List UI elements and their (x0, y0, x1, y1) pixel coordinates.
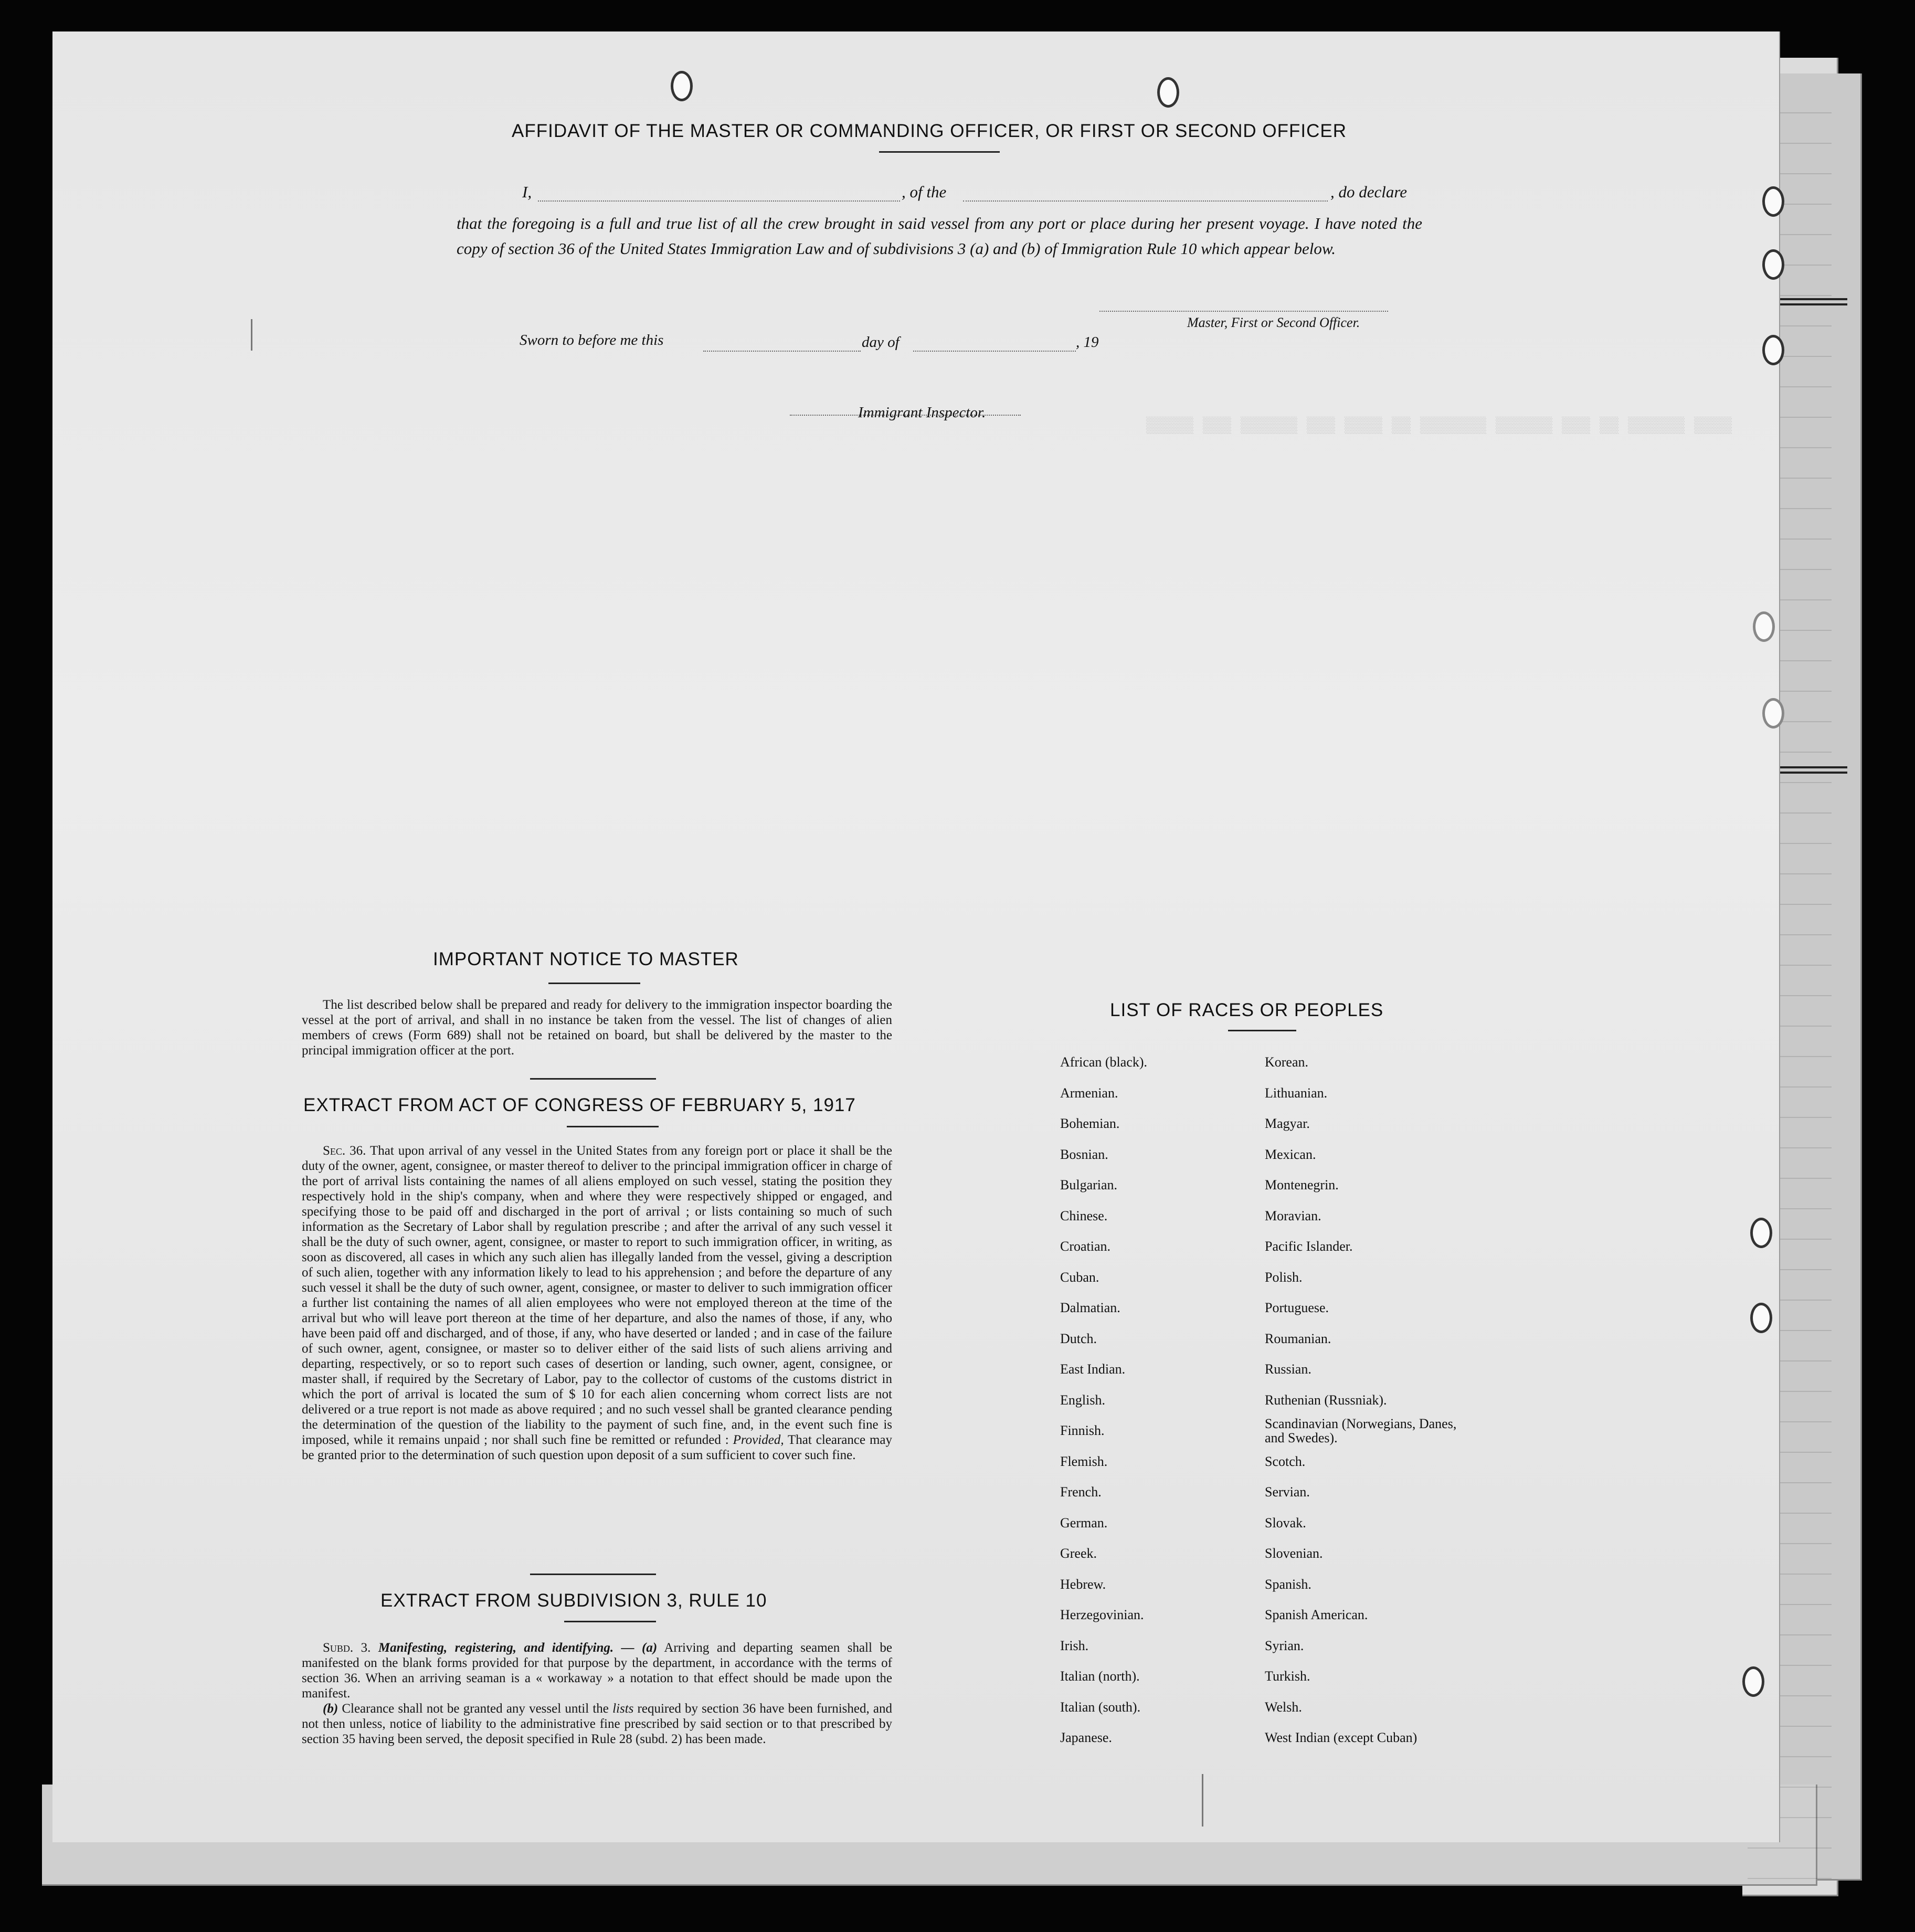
race-item: French. (1060, 1484, 1102, 1500)
races-left-column (1060, 1047, 1265, 1754)
heading-underline (564, 1621, 656, 1622)
race-item: Hebrew. (1060, 1576, 1106, 1592)
race-item: Russian. (1265, 1361, 1311, 1377)
pencil-mark (1202, 1774, 1203, 1827)
race-item: Italian (north). (1060, 1669, 1140, 1684)
affidavit-of-the: , of the (902, 183, 947, 201)
affidavit-declare: , do declare (1330, 183, 1408, 201)
divider (1769, 303, 1847, 305)
b-label: (b) (323, 1702, 338, 1716)
pencil-mark (251, 319, 252, 351)
vessel-fill-line (963, 200, 1328, 202)
subd-title: Manifesting, registering, and identifying. — (a) (378, 1641, 658, 1655)
race-item: Bohemian. (1060, 1116, 1120, 1131)
race-item: Italian (south). (1060, 1699, 1141, 1715)
notice-paragraph: The list described below shall be prepared and ready for delivery to the immigration inspector boarding the vessel at the port of arrival, and shall in no instance be taken from the vessel. The list of changes of alien members of crews (Form 689) shall not be retained on board, but shall be delivered by the master to the principal immigration officer at the port. (302, 998, 892, 1058)
divider (1769, 766, 1847, 768)
race-item: Chinese. (1060, 1208, 1108, 1223)
act-paragraph: That upon arrival of any vessel in the United States from any foreign port or place it shall be the duty of the owner, agent, consignee, or master thereof to deliver to the principal immigration officer in charge of the port of arrival lists containing the names of all aliens employed on such vessel, stating the position they respectively hold in the ship's company, when and where they were respectively shipped or engaged, and specifying those to be paid off and discharged in the port of arrival ; or lists containing so much of such information as the Secretary of Labor shall by regulation prescribe ; and after the arrival of any such vessel it shall be the duty of such owner, agent, consignee, or master to report to such immigration officer, in writing, as soon as discovered, all cases in which any such alien has illegally landed from the vessel, giving a description of such alien, together with any information likely to lead to his apprehension ; and before the departure of any such vessel it shall be the duty of such owner, agent, consignee, or master to deliver to such immigration officer a further list containing the names of all alien employees who were not employed thereon at the time of the arrival but who will leave port thereon at the time of her departure, and also the names of those, if any, who have been paid off and discharged, and of those, if any, who have deserted or landed ; and in case of the failure of such owner, agent, consignee, or master so to deliver either of the said lists of such aliens arriving and departing, respectively, or so to report such cases of desertion or landing, such owner, agent, consignee, or master shall, if required by the Secretary of Labor, pay to the collector of customs of the customs district in which the port of arrival is located the sum of $ 10 for each alien concerning whom correct lists are not delivered or a true report is not made as above required ; and no such vessel shall be granted clearance pending the determination of the question of the liability to the payment of such fine, and, in the event such fine is imposed, while it remains unpaid ; nor shall such fine be remitted or refunded : (302, 1144, 892, 1447)
race-item: Pacific Islander. (1265, 1239, 1353, 1254)
notice-heading: IMPORTANT NOTICE TO MASTER (433, 949, 739, 969)
binder-hole (1762, 249, 1784, 280)
binder-hole (1753, 611, 1775, 642)
name-fill-line (538, 200, 900, 202)
race-item: Magyar. (1265, 1116, 1310, 1131)
inspector-label: Immigrant Inspector. (858, 404, 986, 421)
signature-label: Master, First or Second Officer. (1187, 315, 1360, 330)
affidavit-heading: AFFIDAVIT OF THE MASTER OR COMMANDING OFFICER, OR FIRST OR SECOND OFFICER (512, 121, 1347, 141)
divider (1769, 772, 1847, 774)
race-item: Scotch. (1265, 1453, 1306, 1469)
binder-hole (1762, 186, 1784, 217)
race-item: East Indian. (1060, 1361, 1126, 1377)
race-item: Flemish. (1060, 1453, 1108, 1469)
heading-underline (1228, 1030, 1296, 1031)
subd-label: Subd. 3. (323, 1641, 371, 1655)
provided-label: Provided, (733, 1433, 784, 1447)
section-rule (530, 1574, 656, 1575)
race-item: Slovak. (1265, 1515, 1306, 1530)
race-item: African (black). (1060, 1054, 1148, 1070)
binder-hole (1750, 1303, 1772, 1333)
bleed-through: ▒▒▒▒ ▒▒▒▒▒▒ ▒▒ ▒▒▒ ▒▒▒▒▒▒ ▒▒▒▒▒▒▒ ▒▒ ▒▒▒▒ ▒▒▒ ▒▒▒▒▒▒ ▒▒▒ ▒▒▒▒▒ (1146, 417, 1732, 435)
rule-paragraph-a: Arriving and departing seamen shall be manifested on the blank forms provided for that purpose by the department, in accordance with the terms of section 36. When an arriving seaman is a « workaway » a notation to that effect should be made upon the manifest. (302, 1641, 892, 1701)
race-item: Cuban. (1060, 1269, 1099, 1285)
race-item: Mexican. (1265, 1146, 1316, 1162)
race-item: Polish. (1265, 1269, 1303, 1285)
race-item: Japanese. (1060, 1730, 1112, 1745)
rule-text (302, 1640, 892, 1747)
binder-hole (1750, 1218, 1772, 1248)
races-list (1060, 1047, 1459, 1754)
race-item: Welsh. (1265, 1699, 1302, 1715)
notice-text (302, 997, 892, 1058)
races-heading: LIST OF RACES OR PEOPLES (1110, 1000, 1384, 1020)
race-item: Dutch. (1060, 1331, 1097, 1346)
binder-hole (1742, 1666, 1764, 1697)
heading-underline (567, 1126, 659, 1127)
affidavit-body: that the foregoing is a full and true list of all the crew brought in said vessel from any port or place during her present voyage. I have noted the copy of section 36 of the United States Immigration Law and of subdivisions 3 (a) and (b) of Immigration Rule 10 which appear below. (457, 214, 1422, 258)
rule-paragraph-b2: required by section 36 have been furnished, and not then unless, notice of liability to the administrative fine prescribed by said section or to that prescribed by section 35 having been served, the deposit specified in Rule 28 (subd. 2) has been made. (302, 1702, 892, 1746)
heading-underline (548, 983, 640, 984)
race-item: Croatian. (1060, 1239, 1111, 1254)
race-item: Syrian. (1265, 1638, 1304, 1653)
race-item: Bulgarian. (1060, 1177, 1118, 1192)
lists-word: lists (612, 1702, 634, 1716)
race-item: English. (1060, 1392, 1105, 1408)
race-item: Slovenian. (1265, 1546, 1323, 1561)
binder-hole (1762, 698, 1784, 729)
binder-hole (671, 71, 693, 101)
race-item: German. (1060, 1515, 1108, 1530)
signature-line (1099, 311, 1388, 312)
race-item: Moravian. (1265, 1208, 1321, 1223)
heading-underline (879, 151, 1000, 153)
race-item: Spanish. (1265, 1576, 1311, 1592)
race-item: Irish. (1060, 1638, 1089, 1653)
race-item: Greek. (1060, 1546, 1097, 1561)
month-fill-line (913, 351, 1076, 352)
race-item: Portuguese. (1265, 1300, 1329, 1315)
day-fill-line (703, 351, 861, 352)
divider (1769, 298, 1847, 300)
race-item: Korean. (1265, 1054, 1309, 1070)
race-item: Spanish American. (1265, 1607, 1368, 1622)
race-item: Turkish. (1265, 1669, 1310, 1684)
race-item: Finnish. (1060, 1423, 1105, 1438)
races-right-column (1265, 1047, 1459, 1754)
sworn-text: Sworn to before me this (520, 332, 664, 349)
race-item: Lithuanian. (1265, 1085, 1328, 1101)
act-text (302, 1143, 892, 1463)
sec-label: Sec. 36. (323, 1144, 366, 1158)
race-item: Servian. (1265, 1484, 1310, 1500)
provided-text: That clearance may be granted prior to the determination of such question upon deposit of a sum sufficient to cover such fine. (302, 1433, 892, 1462)
race-item: West Indian (except Cuban) (1265, 1730, 1417, 1745)
race-item: Roumanian. (1265, 1331, 1331, 1346)
document-sheet (52, 31, 1780, 1842)
race-item: Armenian. (1060, 1085, 1118, 1101)
act-heading: EXTRACT FROM ACT OF CONGRESS OF FEBRUARY 5, 1917 (303, 1095, 856, 1115)
race-item: Montenegrin. (1265, 1177, 1339, 1192)
race-item: Bosnian. (1060, 1146, 1108, 1162)
race-item: Dalmatian. (1060, 1300, 1120, 1315)
binder-hole (1762, 335, 1784, 365)
rule-paragraph-b1: Clearance shall not be granted any vessel until the (342, 1702, 609, 1716)
year-text: , 19 (1076, 334, 1099, 351)
race-item: Ruthenian (Russniak). (1265, 1392, 1387, 1408)
race-item: Herzegovinian. (1060, 1607, 1144, 1622)
day-of-text: day of (862, 334, 900, 351)
affidavit-i: I, (522, 183, 532, 201)
race-item: Scandinavian (Norwegians, Danes, and Swedes). (1265, 1416, 1457, 1445)
section-rule (530, 1078, 656, 1080)
rule-heading: EXTRACT FROM SUBDIVISION 3, RULE 10 (380, 1590, 767, 1611)
binder-hole (1157, 77, 1179, 108)
